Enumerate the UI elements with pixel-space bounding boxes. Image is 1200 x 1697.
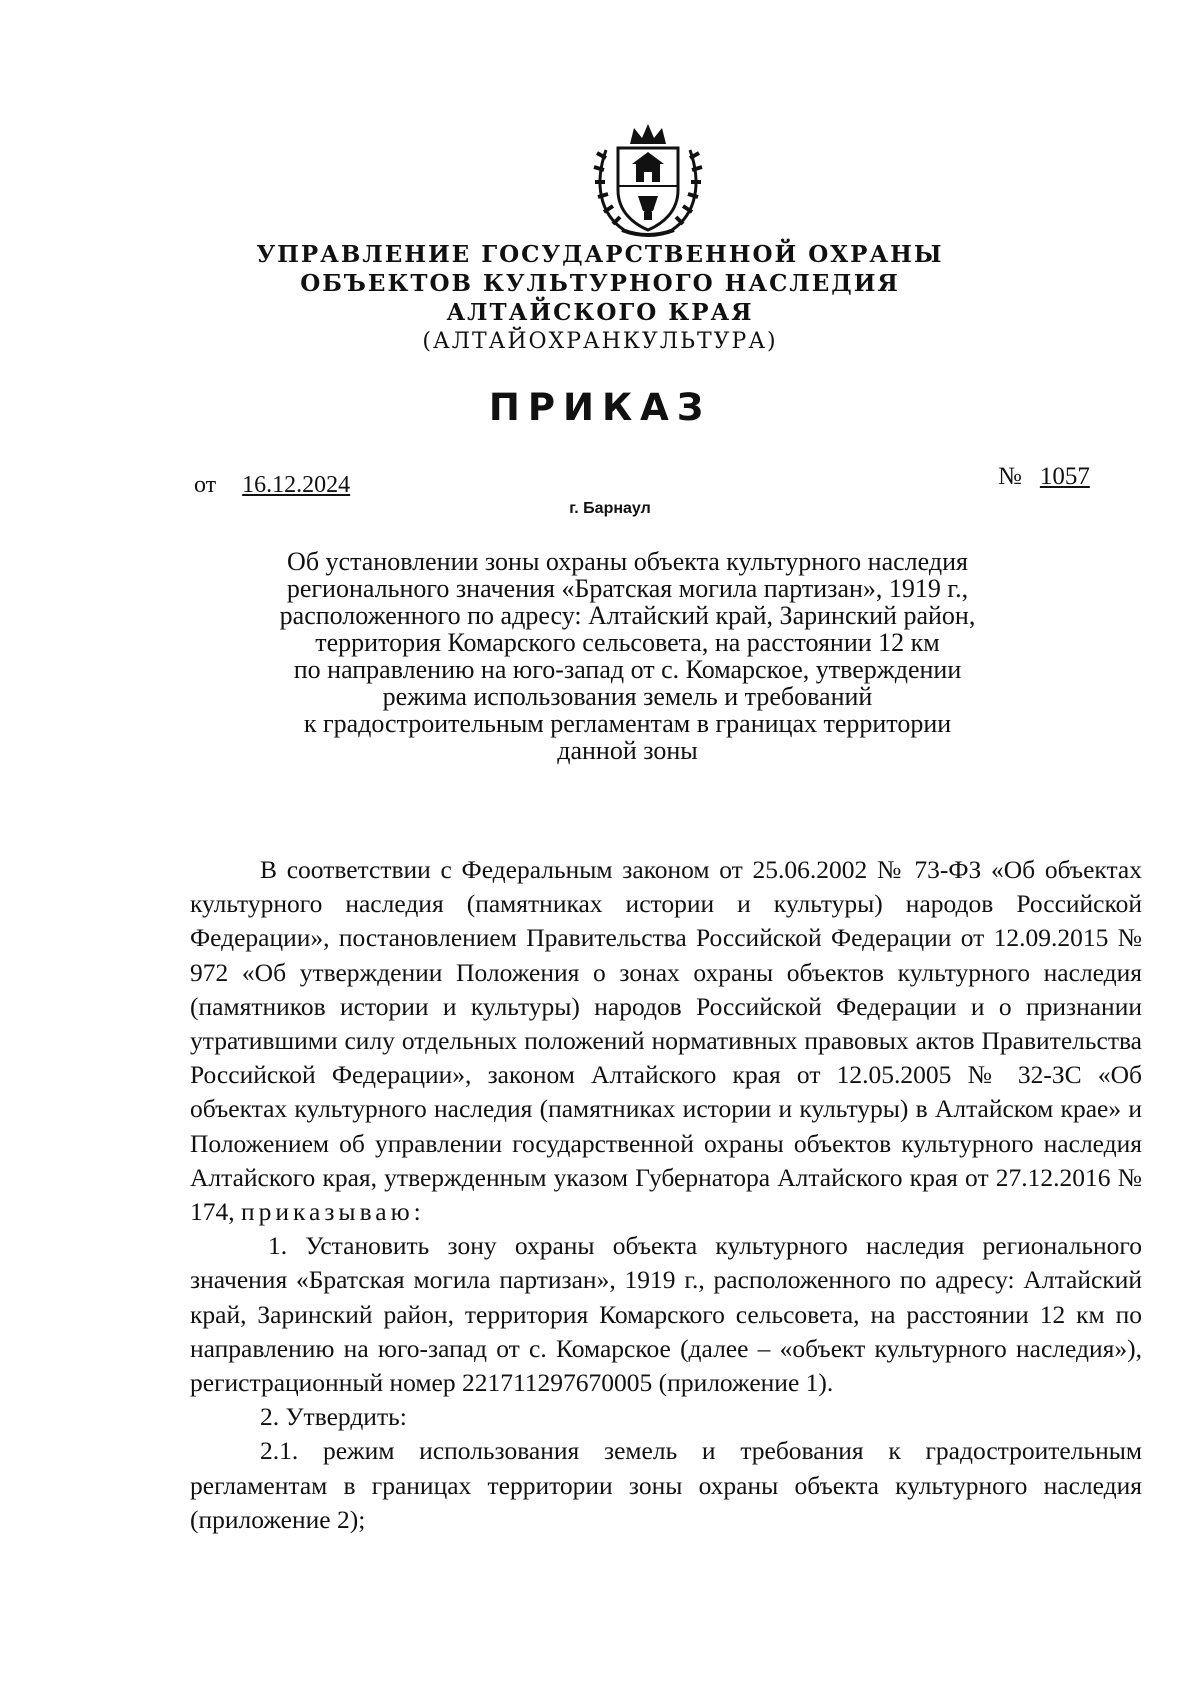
number-sign: № [998,463,1022,490]
subject-line: к градостроительным регламентам в границах территории [303,709,952,738]
org-line-1: УПРАВЛЕНИЕ ГОСУДАРСТВЕННОЙ ОХРАНЫ [256,241,944,268]
issue-city: г. Барнаул [569,500,651,517]
subject-line: территория Комарского сельсовета, на расстоянии 12 км [315,628,940,657]
document-number [998,463,1090,491]
subject-line: регионального значения «Братская могила партизан», 1919 г., [286,574,969,603]
document-body [190,853,1142,1537]
subject-line: Об установлении зоны охраны объекта культурного наследия [287,547,968,576]
organization-name [250,240,950,356]
date-value: 16.12.2024 [242,472,351,498]
date-prefix: от [194,472,217,498]
item-2-paragraph: 2. Утвердить: [260,1402,407,1432]
item-2-1-paragraph: 2.1. режим использования земель и требования к градостроительным регламентам в границах территории зоны охраны объекта культурного наследия (приложение 2); [190,1436,1142,1534]
subject-line: по направлению на юго-запад от с. Комарское, утверждении [293,655,962,684]
org-short-name: (АЛТАЙОХРАНКУЛЬТУРА) [422,329,778,354]
document-subject [250,548,1005,764]
subject-line: расположенного по адресу: Алтайский край, Заринский район, [279,601,976,630]
subject-line: режима использования земель и требований [382,682,873,711]
document-date [194,472,350,499]
document-type: ПРИКАЗ [488,386,712,429]
preamble-text: В соответствии с Федеральным законом от 25.06.2002 № 73-ФЗ «Об объектах культурного наследия (памятниках истории и культуры) народов Российской Федерации», постановлением Правительства Российской Федерации от 12.09.2015 № 972 «Об утверждении Положения о зонах охраны объектов культурного наследия (памятников истории и культуры) народов Российской Федерации и о признании утратившими силу отдельных положений нормативных правовых актов Правительства Российской Федерации», законом Алтайского края от 12.05.2005 № 32-ЗС «Об объектах культурного наследия (памятниках истории и культуры) в Алтайском крае» и Положением об управлении государственной охраны объектов культурного наследия Алтайского края, утвержденным указом Губернатора Алтайского края от 27.12.2016 № 174, [190,855,1142,1227]
org-line-2: ОБЪЕКТОВ КУЛЬТУРНОГО НАСЛЕДИЯ [300,270,900,297]
order-word: приказываю: [241,1197,425,1227]
preamble-paragraph [190,853,1142,1229]
item-1-paragraph: 1. Установить зону охраны объекта культурного наследия регионального значения «Братская могила партизан», 1919 г., расположенного по адресу: Алтайский край, Заринский район, территория Комарского сельсовета, на расстоянии 12 км по направлению на юго-запад от с. Комарское (далее – «объект культурного наследия»), регистрационный номер 221711297670005 (приложение 1). [190,1231,1142,1398]
number-value: 1057 [1039,463,1090,490]
subject-line: данной зоны [557,736,698,765]
coat-of-arms-icon [586,118,710,242]
org-line-3: АЛТАЙСКОГО КРАЯ [446,299,754,326]
